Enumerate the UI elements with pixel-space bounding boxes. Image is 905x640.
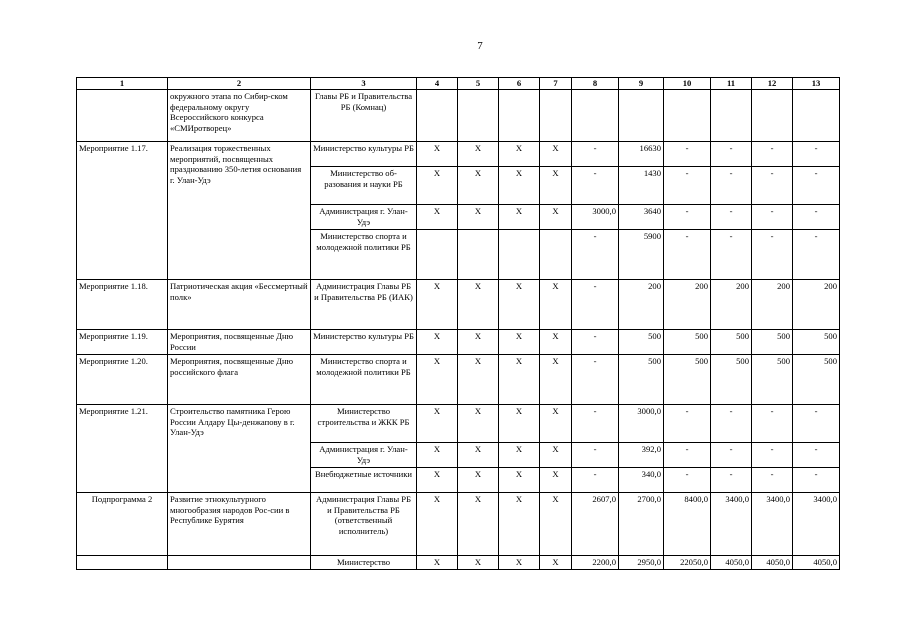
cell-value: -: [711, 405, 752, 443]
cell-value: -: [793, 142, 840, 167]
cell-executor: Министерство культуры РБ: [311, 142, 417, 167]
cell-mark: Х: [540, 443, 572, 468]
cell-value: 500: [664, 355, 711, 405]
cell-name: Мероприятия, посвященные Дню России: [168, 330, 311, 355]
cell-name: Развитие этнокультурного многообразия народов Рос-сии в Республике Бурятия: [168, 493, 311, 556]
cell-id: [77, 90, 168, 142]
cell-mark: [458, 230, 499, 280]
header-cell: 7: [540, 78, 572, 90]
cell-mark: Х: [540, 330, 572, 355]
cell-value: 3000,0: [572, 205, 619, 230]
cell-value: -: [793, 230, 840, 280]
cell-value: -: [793, 205, 840, 230]
cell-mark: Х: [417, 330, 458, 355]
cell-value: 500: [793, 330, 840, 355]
cell-value: 4050,0: [711, 556, 752, 570]
cell-empty: [793, 90, 840, 142]
cell-value: -: [793, 405, 840, 443]
header-cell: 2: [168, 78, 311, 90]
cell-mark: Х: [458, 142, 499, 167]
cell-empty: [458, 90, 499, 142]
cell-name: Реализация торжественных мероприятий, посвященных празднованию 350-летия основания г. Улан-Удэ: [168, 142, 311, 280]
cell-value: 200: [793, 280, 840, 330]
cell-value: -: [752, 205, 793, 230]
cell-name: Мероприятия, посвященные Дню российского флага: [168, 355, 311, 405]
cell-executor: Министерство об-разования и науки РБ: [311, 167, 417, 205]
cell-mark: Х: [458, 205, 499, 230]
cell-empty: [540, 90, 572, 142]
cell-value: 4050,0: [752, 556, 793, 570]
header-cell: 9: [619, 78, 664, 90]
cell-value: 2950,0: [619, 556, 664, 570]
cell-value: 200: [711, 280, 752, 330]
cell-executor: Министерство спорта и молодежной политики РБ: [311, 355, 417, 405]
cell-mark: Х: [458, 468, 499, 493]
cell-mark: Х: [540, 405, 572, 443]
cell-mark: Х: [458, 493, 499, 556]
cell-value: -: [572, 355, 619, 405]
cell-value: 22050,0: [664, 556, 711, 570]
cell-value: -: [572, 230, 619, 280]
cell-executor: Администрация г. Улан-Удэ: [311, 205, 417, 230]
cell-mark: Х: [417, 493, 458, 556]
cell-empty: [417, 90, 458, 142]
cell-value: -: [711, 167, 752, 205]
cell-mark: Х: [499, 443, 540, 468]
cell-value: -: [752, 468, 793, 493]
header-cell: 5: [458, 78, 499, 90]
cell-id: [77, 556, 168, 570]
cell-executor: Главы РБ и Правительства РБ (Комнац): [311, 90, 417, 142]
cell-value: -: [711, 205, 752, 230]
cell-value: -: [664, 205, 711, 230]
cell-mark: Х: [458, 443, 499, 468]
cell-value: 200: [619, 280, 664, 330]
table-row: [77, 280, 840, 330]
cell-empty: [572, 90, 619, 142]
cell-mark: Х: [458, 556, 499, 570]
table-row: [77, 556, 840, 570]
cell-value: 500: [752, 355, 793, 405]
cell-value: 3400,0: [752, 493, 793, 556]
header-cell: 12: [752, 78, 793, 90]
cell-executor: Министерство культуры РБ: [311, 330, 417, 355]
cell-empty: [752, 90, 793, 142]
cell-value: 3400,0: [793, 493, 840, 556]
cell-mark: Х: [417, 355, 458, 405]
cell-mark: Х: [458, 355, 499, 405]
cell-value: 392,0: [619, 443, 664, 468]
cell-value: -: [752, 167, 793, 205]
cell-value: 500: [793, 355, 840, 405]
cell-value: -: [793, 167, 840, 205]
cell-value: 16630: [619, 142, 664, 167]
cell-empty: [711, 90, 752, 142]
table-row: [77, 405, 840, 443]
cell-value: 2200,0: [572, 556, 619, 570]
cell-name: окружного этапа по Сибир-ском федеральному округу Всероссийского конкурса «СМИротворец»: [168, 90, 311, 142]
table-row: [77, 493, 840, 556]
cell-value: -: [711, 443, 752, 468]
cell-value: -: [572, 142, 619, 167]
cell-value: -: [572, 330, 619, 355]
header-cell: 6: [499, 78, 540, 90]
cell-executor: Администрация Главы РБ и Правительства РБ (ИАК): [311, 280, 417, 330]
header-cell: 11: [711, 78, 752, 90]
cell-mark: Х: [540, 142, 572, 167]
cell-value: 3400,0: [711, 493, 752, 556]
cell-mark: Х: [499, 468, 540, 493]
cell-value: -: [664, 167, 711, 205]
cell-mark: Х: [540, 167, 572, 205]
cell-name: Строительство памятника Герою России Алдару Цы-денжапову в г. Улан-Удэ: [168, 405, 311, 493]
cell-value: 500: [619, 355, 664, 405]
cell-mark: Х: [540, 280, 572, 330]
cell-value: -: [793, 443, 840, 468]
cell-value: -: [572, 468, 619, 493]
cell-mark: [417, 230, 458, 280]
cell-executor: Министерство спорта и молодежной политики РБ: [311, 230, 417, 280]
cell-value: -: [572, 280, 619, 330]
cell-mark: Х: [499, 493, 540, 556]
cell-value: -: [664, 142, 711, 167]
header-cell: 4: [417, 78, 458, 90]
cell-id: Мероприятие 1.17.: [77, 142, 168, 280]
page-number: 7: [477, 40, 483, 52]
cell-mark: Х: [499, 142, 540, 167]
cell-executor: Министерство: [311, 556, 417, 570]
header-row: [77, 78, 840, 90]
cell-value: -: [664, 230, 711, 280]
cell-mark: Х: [540, 355, 572, 405]
cell-value: 200: [752, 280, 793, 330]
cell-value: -: [711, 142, 752, 167]
cell-mark: Х: [458, 405, 499, 443]
header-cell: 8: [572, 78, 619, 90]
cell-mark: Х: [458, 280, 499, 330]
cell-mark: [540, 230, 572, 280]
cell-value: 2700,0: [619, 493, 664, 556]
cell-value: -: [793, 468, 840, 493]
cell-value: 200: [664, 280, 711, 330]
header-cell: 1: [77, 78, 168, 90]
cell-mark: Х: [417, 468, 458, 493]
cell-mark: Х: [499, 405, 540, 443]
table-row: [77, 90, 840, 142]
cell-mark: Х: [499, 280, 540, 330]
cell-mark: Х: [458, 167, 499, 205]
cell-id: Мероприятие 1.19.: [77, 330, 168, 355]
table-row: [77, 142, 840, 167]
cell-mark: Х: [540, 556, 572, 570]
cell-executor: Министерство строительства и ЖКК РБ: [311, 405, 417, 443]
cell-value: 2607,0: [572, 493, 619, 556]
cell-value: 500: [619, 330, 664, 355]
cell-mark: Х: [499, 330, 540, 355]
header-cell: 10: [664, 78, 711, 90]
cell-mark: Х: [540, 493, 572, 556]
cell-value: 3000,0: [619, 405, 664, 443]
cell-mark: Х: [458, 330, 499, 355]
cell-mark: Х: [499, 167, 540, 205]
cell-executor: Администрация Главы РБ и Правительства РБ (ответственный исполнитель): [311, 493, 417, 556]
cell-value: 4050,0: [793, 556, 840, 570]
cell-mark: Х: [417, 443, 458, 468]
cell-empty: [664, 90, 711, 142]
header-cell: 3: [311, 78, 417, 90]
cell-value: 500: [711, 355, 752, 405]
cell-value: -: [572, 405, 619, 443]
cell-value: -: [664, 405, 711, 443]
cell-value: -: [752, 230, 793, 280]
cell-mark: Х: [417, 556, 458, 570]
cell-mark: Х: [499, 205, 540, 230]
cell-value: -: [664, 443, 711, 468]
cell-mark: Х: [540, 468, 572, 493]
cell-mark: Х: [540, 205, 572, 230]
cell-value: -: [752, 142, 793, 167]
cell-name: Патриотическая акция «Бессмертный полк»: [168, 280, 311, 330]
header-cell: 13: [793, 78, 840, 90]
cell-value: 500: [752, 330, 793, 355]
table-row: [77, 330, 840, 355]
cell-mark: Х: [499, 355, 540, 405]
cell-value: -: [664, 468, 711, 493]
cell-value: 500: [711, 330, 752, 355]
cell-id: Мероприятие 1.18.: [77, 280, 168, 330]
cell-mark: Х: [499, 556, 540, 570]
cell-value: 1430: [619, 167, 664, 205]
cell-value: -: [572, 167, 619, 205]
cell-id: Мероприятие 1.20.: [77, 355, 168, 405]
cell-value: 8400,0: [664, 493, 711, 556]
cell-value: -: [711, 468, 752, 493]
table-row: [77, 355, 840, 405]
cell-mark: Х: [417, 167, 458, 205]
cell-value: 5900: [619, 230, 664, 280]
cell-value: -: [711, 230, 752, 280]
cell-value: 3640: [619, 205, 664, 230]
cell-empty: [619, 90, 664, 142]
cell-executor: Внебюджетные источники: [311, 468, 417, 493]
cell-value: -: [572, 443, 619, 468]
cell-mark: Х: [417, 142, 458, 167]
cell-id: Мероприятие 1.21.: [77, 405, 168, 493]
cell-executor: Администрация г. Улан-Удэ: [311, 443, 417, 468]
cell-value: 340,0: [619, 468, 664, 493]
cell-mark: [499, 230, 540, 280]
cell-value: 500: [664, 330, 711, 355]
cell-empty: [499, 90, 540, 142]
budget-table: [76, 77, 840, 570]
cell-mark: Х: [417, 280, 458, 330]
cell-mark: Х: [417, 405, 458, 443]
cell-name: [168, 556, 311, 570]
cell-value: -: [752, 405, 793, 443]
cell-id: Подпрограмма 2: [77, 493, 168, 556]
cell-mark: Х: [417, 205, 458, 230]
cell-value: -: [752, 443, 793, 468]
